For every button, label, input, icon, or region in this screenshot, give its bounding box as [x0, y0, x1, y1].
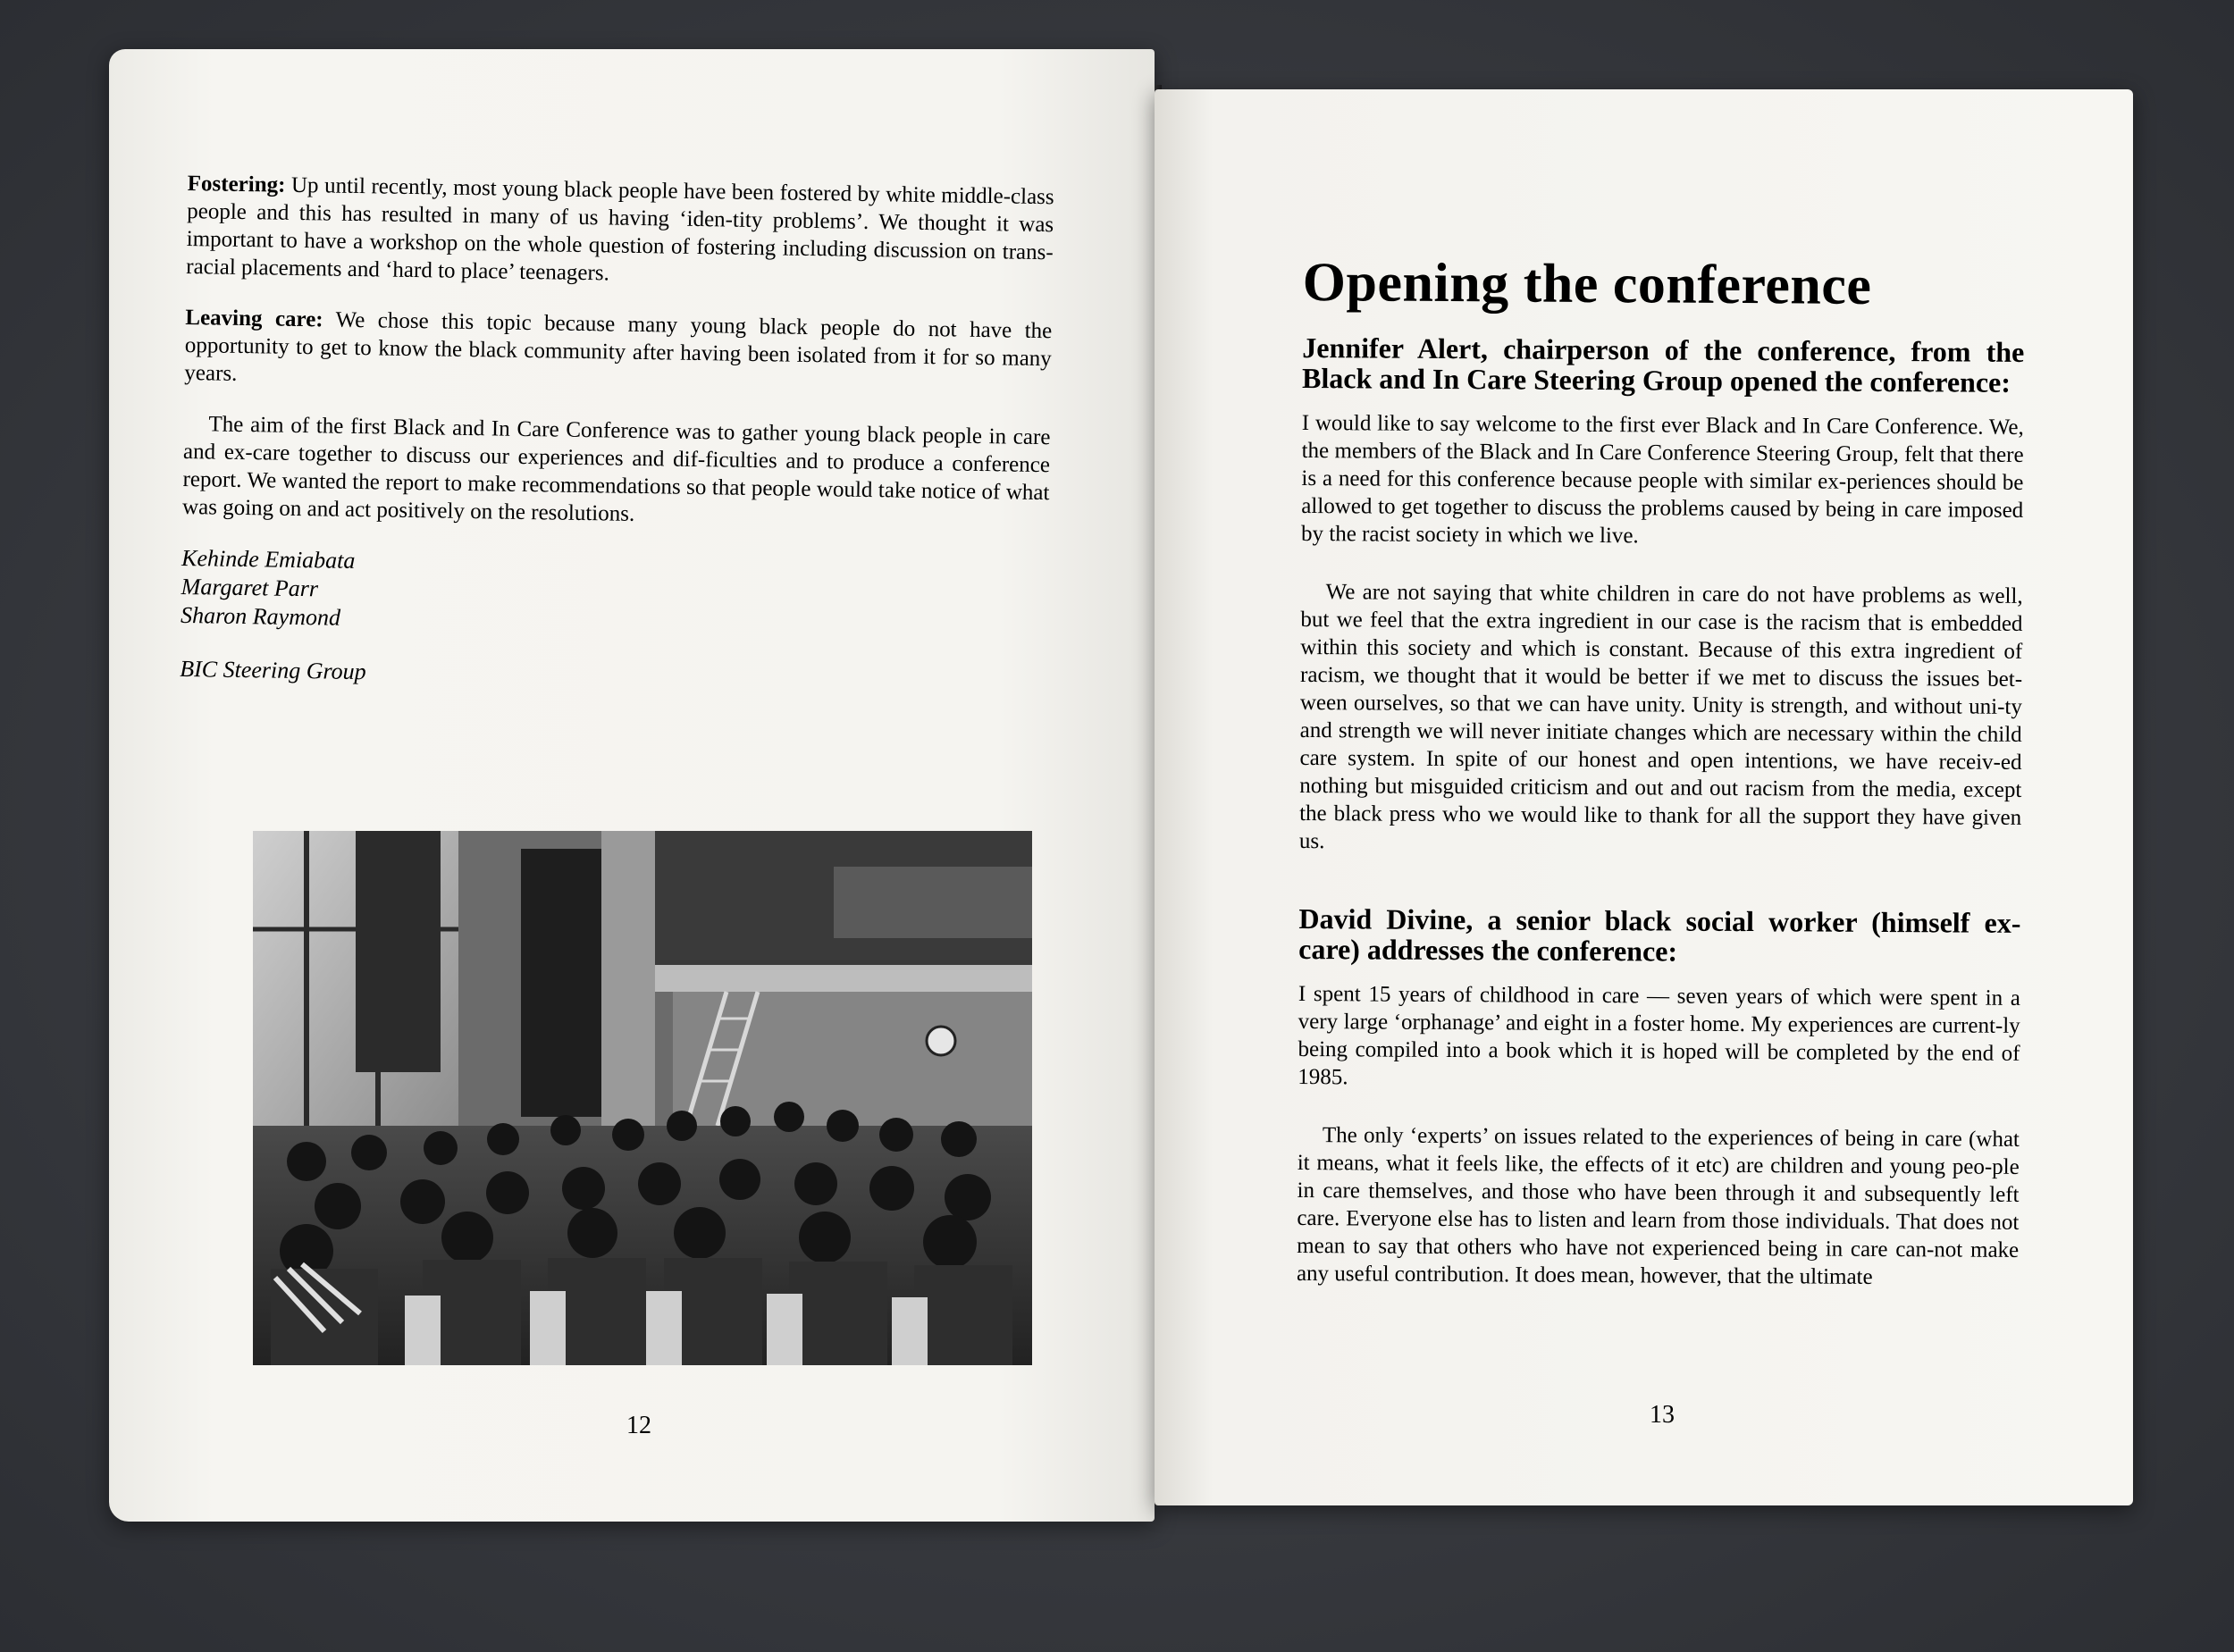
page-title: Opening the conference — [1302, 251, 1872, 316]
fostering-paragraph — [186, 170, 1054, 294]
conference-audience-photo — [253, 831, 1032, 1365]
racism-paragraph: We are not saying that white children in care do not have problems as well, but we feel that the extra ingredient in our case is the racism that is embedded within this society and which is constant. Because of this extra ingredient of racism, we thought that it would be better if we met to discuss the issues bet-ween ourselves, so that we can have unity. Unity is strength, and without uni-ty and strength we will never initiate changes which are necessary within the child care system. In spite of our honest and open intentions, we have receiv-ed nothing but misguided criticism and out and out racism from the media, except the black press who we would like to thank for all the support they have given us. — [1298, 580, 2023, 854]
signatory: Margaret Parr — [181, 573, 319, 602]
page-number-left: 12 — [626, 1412, 651, 1439]
fostering-label: Fostering: — [187, 171, 286, 197]
experts-paragraph: The only ‘experts’ on issues related to the experiences of being in care (what it means, what it feels like, the effects of it etc) are children and young peo-ple in care themselves, and those who have been through it and subsequently left care. Everyone else has to listen and learn from those individuals. That does not mean to say that others who have not experienced being in care can-not make any useful contribution. It does mean, however, that the ultimate — [1296, 1123, 2020, 1289]
signatory: Kehinde Emiabata — [181, 544, 356, 574]
page-number-right: 13 — [1650, 1401, 1675, 1429]
leaving-care-paragraph — [184, 304, 1052, 400]
aim-paragraph: The aim of the first Black and In Care Conference was to gather young black people in care and ex-care together to discuss our experiences and dif-ficulties and to produce a conference report. We wanted the report to make recommendations so that people would take notice of what was going on and act positively on the resolutions. — [181, 412, 1051, 526]
left-page-text — [180, 170, 1054, 697]
welcome-paragraph: I would like to say welcome to the first ever Black and In Care Conference. We, the members of the Black and In Care Conference Steering Group, felt that there is a need for this conference because people with similar ex-periences should be allowed to get together to discuss the problems caused by being in care imposed by the racist society in which we live. — [1300, 410, 2024, 549]
signatories — [181, 544, 1048, 643]
jennifer-alert-heading: Jennifer Alert, chairperson of the conference, from the Black and In Care Steering Group opened the conference: — [1302, 331, 2025, 398]
fostering-text: Up until recently, most young black people have been fostered by white middle-class people and this has resulted in many of us having ‘iden-tity problems’. We thought it was important to have a workshop on the whole question of fostering including discussion on trans-racial placements and ‘hard to place’ teenagers. — [186, 172, 1054, 286]
david-divine-heading: David Divine, a senior black social worker (himself ex-care) addresses the conference: — [1298, 901, 2021, 968]
childhood-paragraph: I spent 15 years of childhood in care — seven years of which were spent in a very large ‘orphanage’ and eight in a foster home. My experiences are current-ly being compiled into a book which it is hoped will be completed by the end of 1985. — [1298, 981, 2020, 1090]
steering-group-name: BIC Steering Group — [179, 655, 366, 685]
leaving-care-text: We chose this topic because many young black people do not have the opportunity to get to know the black community after having been isolated from it for so many years. — [184, 307, 1053, 386]
photo-illustration — [253, 831, 1032, 1365]
right-page-text — [1297, 250, 2025, 1292]
leaving-care-label: Leaving care: — [185, 305, 323, 332]
signatory: Sharon Raymond — [180, 601, 341, 631]
